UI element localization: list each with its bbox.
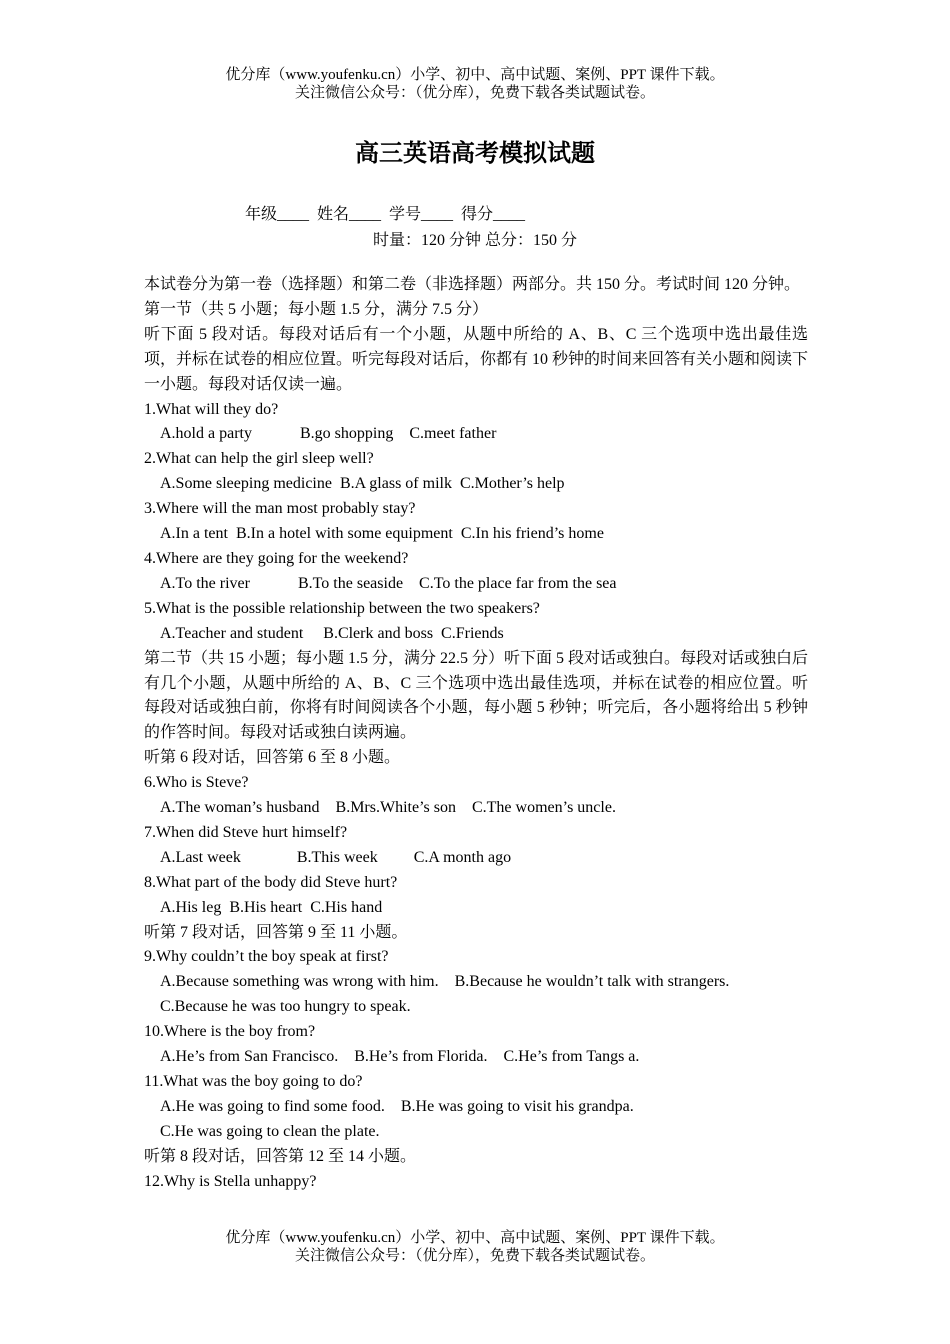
dialog-8-heading: 听第 8 段对话，回答第 12 至 14 小题。 [144, 1147, 417, 1165]
question-10-options: A.He’s from San Francisco. B.He’s from Florida. C.He’s from Tangs a. [160, 1048, 640, 1066]
section1-heading: 第一节（共 5 小题；每小题 1.5 分，满分 7.5 分） [144, 300, 489, 318]
question-5: 5.What is the possible relationship between the two speakers? [144, 599, 540, 617]
dialog-6-heading: 听第 6 段对话，回答第 6 至 8 小题。 [144, 749, 401, 767]
question-2-options: A.Some sleeping medicine B.A glass of milk C.Mother’s help [160, 475, 565, 493]
dialog-7-heading: 听第 7 段对话，回答第 9 至 11 小题。 [144, 923, 408, 941]
section2-instructions: 第二节（共 15 小题；每小题 1.5 分，满分 22.5 分）听下面 5 段对话或独白。每段对话或独白后有几个小题，从题中所给的 A、B、C 三个选项中选出最佳选项，并标在试卷的相应位置。听每段对话或独白前，你将有时间阅读各个小题，每小题 5 秒钟；听完后，各小题将给出 5 秒钟的作答时间。每段对话或独白读两遍。 [144, 649, 809, 742]
question-1: 1.What will they do? [144, 400, 279, 418]
question-8-options: A.His leg B.His heart C.His hand [160, 898, 383, 916]
section1-instructions: 听下面 5 段对话。每段对话后有一个小题，从题中所给的 A、B、C 三个选项中选出最佳选项，并标在试卷的相应位置。听完每段对话后，你都有 10 秒钟的时间来回答有关小题和阅读下一小题。每段对话仅读一遍。 [144, 325, 809, 393]
page-title: 高三英语高考模拟试题 [355, 139, 595, 167]
footer-line-2: 关注微信公众号：（优分库），免费下载各类试题试卷。 [294, 1248, 655, 1264]
exam-body [144, 273, 808, 1195]
question-1-options: A.hold a party B.go shopping C.meet father [160, 425, 497, 443]
exam-time-score: 时量：120 分钟 总分：150 分 [372, 232, 577, 249]
question-11: 11.What was the boy going to do? [144, 1073, 363, 1090]
intro-text: 本试卷分为第一卷（选择题）和第二卷（非选择题）两部分。共 150 分。考试时间 120 分钟。 [144, 276, 801, 293]
question-2: 2.What can help the girl sleep well? [144, 450, 374, 468]
question-9-options-1: A.Because something was wrong with him. B.Because he wouldn’t talk with strangers. [160, 973, 730, 991]
question-11-options-2: C.He was going to clean the plate. [160, 1122, 380, 1140]
question-7-options: A.Last week B.This week C.A month ago [160, 848, 512, 866]
question-3: 3.Where will the man most probably stay? [144, 500, 416, 518]
student-info-fields: 年级____ 姓名____ 学号____ 得分____ [245, 206, 526, 223]
question-5-options: A.Teacher and student B.Clerk and boss C.Friends [160, 624, 504, 642]
question-7: 7.When did Steve hurt himself? [144, 823, 348, 841]
question-11-options-1: A.He was going to find some food. B.He was going to visit his grandpa. [160, 1097, 634, 1115]
question-10: 10.Where is the boy from? [144, 1023, 316, 1041]
footer-line-1: 优分库（www.youfenku.cn）小学、初中、高中试题、案例、PPT 课件下载。 [225, 1230, 725, 1246]
question-8: 8.What part of the body did Steve hurt? [144, 873, 398, 891]
question-9-options-2: C.Because he was too hungry to speak. [160, 998, 411, 1016]
question-6: 6.Who is Steve? [144, 774, 249, 792]
header-line-1: 优分库（www.youfenku.cn）小学、初中、高中试题、案例、PPT 课件下载。 [225, 67, 725, 83]
page-header [0, 66, 950, 102]
page-footer [0, 1229, 950, 1265]
question-12: 12.Why is Stella unhappy? [144, 1172, 317, 1190]
question-6-options: A.The woman’s husband B.Mrs.White’s son C.The women’s uncle. [160, 799, 616, 817]
header-line-2: 关注微信公众号：（优分库），免费下载各类试题试卷。 [294, 85, 655, 101]
question-4-options: A.To the river B.To the seaside C.To the place far from the sea [160, 574, 617, 592]
question-4: 4.Where are they going for the weekend? [144, 549, 409, 567]
question-3-options: A.In a tent B.In a hotel with some equipment C.In his friend’s home [160, 525, 604, 543]
question-9: 9.Why couldn’t the boy speak at first? [144, 948, 389, 966]
